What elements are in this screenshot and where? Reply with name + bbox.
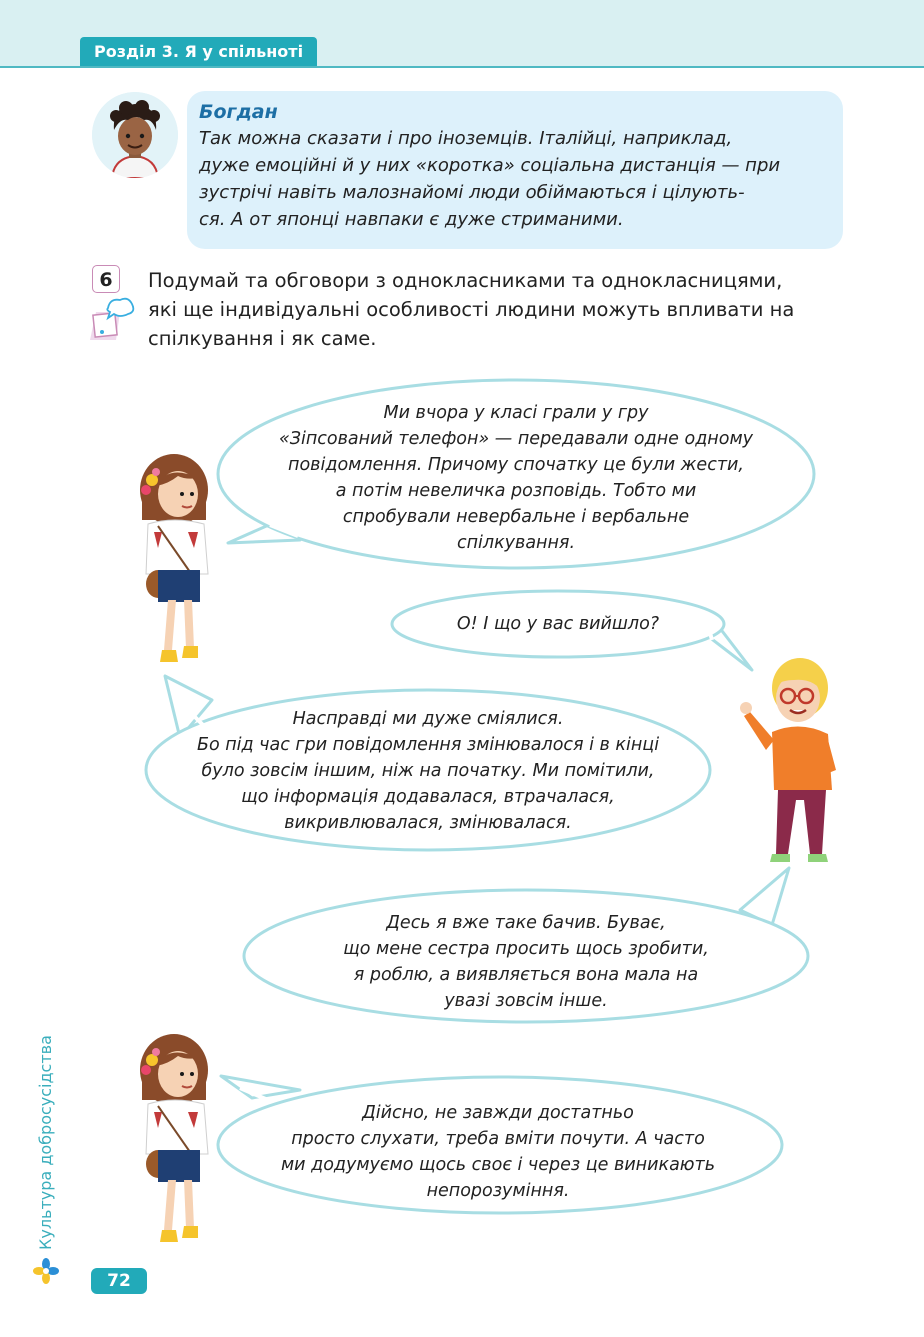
girl-character-illustration <box>128 1030 224 1252</box>
quote-line: зустрічі навіть малознайомі люди обіймаються і цілують- <box>199 182 745 203</box>
bubble-text-2: О! І що у вас вийшло? <box>456 614 660 634</box>
task-line: спілкування і як саме. <box>148 327 377 350</box>
section-tab: Розділ 3. Я у спільноті <box>80 37 317 66</box>
bubble-text-3: Насправді ми дуже сміялися. Бо під час гри повідомлення змінювалося і в кінці було зовсім іншим, ніж на початку. Ми помітили, що інформація додавалася, втрачалася, викривлювалася, змінювалася. <box>196 709 660 833</box>
bubble-text-1: Ми вчора у класі грали у гру «Зіпсований телефон» — передавали одне одному повідомлення. Причому спочатку це були жести, а потім невеличка розповідь. Тобто ми спробували невербальне і вербальне спілкування. <box>278 403 754 553</box>
quote-line: Так можна сказати і про іноземців. Італійці, наприклад, <box>199 128 733 149</box>
girl-character-illustration <box>128 450 224 672</box>
task-line: які ще індивідуальні особливості людини можуть впливати на <box>148 298 795 321</box>
task-line: Подумай та обговори з однокласниками та однокласницями, <box>148 269 783 292</box>
sidebar-label: Культура добросусідства <box>36 1035 55 1250</box>
bubble-text-5: Дійсно, не завжди достатньо просто слухати, треба вміти почути. А часто ми додумуємо щось своє і через це виникають непорозуміння. <box>280 1103 716 1201</box>
boy-character-illustration <box>736 650 846 870</box>
page-number: 72 <box>91 1268 147 1294</box>
quote-line: ся. А от японці навпаки є дуже стриманими. <box>199 209 624 230</box>
quote-line: дуже емоційні й у них «коротка» соціальна дистанція — при <box>199 155 781 176</box>
quote-speaker-name: Богдан <box>199 101 278 123</box>
flower-icon <box>33 1258 59 1284</box>
task-number: 6 <box>92 265 120 293</box>
bubble-text-4: Десь я вже таке бачив. Буває, що мене сестра просить щось зробити, я роблю, а виявляється вона мала на увазі зовсім інше. <box>343 913 709 1011</box>
